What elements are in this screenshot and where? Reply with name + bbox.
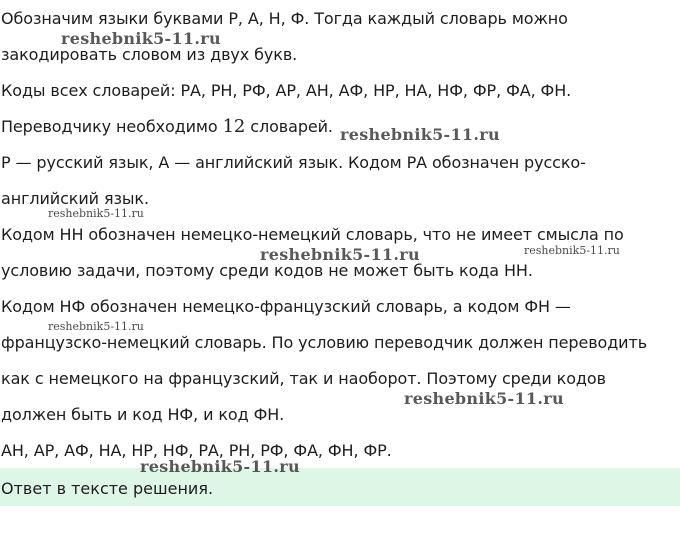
solution-line: английский язык.	[1, 189, 149, 208]
solution-line: должен быть и код НФ, и код ФН.	[1, 405, 285, 424]
solution-line: условию задачи, поэтому среди кодов не может быть кода НН.	[1, 261, 533, 280]
watermark: reshebnik5-11.ru	[404, 389, 564, 408]
solution-line: французско-немецкий словарь. По условию переводчик должен переводить	[1, 333, 648, 352]
watermark: reshebnik5-11.ru	[340, 125, 500, 144]
solution-text: Переводчику необходимо	[1, 117, 223, 136]
answer-text: Ответ в тексте решения.	[1, 479, 214, 498]
watermark: reshebnik5-11.ru	[48, 320, 144, 333]
watermark: reshebnik5-11.ru	[140, 457, 300, 476]
solution-line: Кодом НФ обозначен немецко-французский словарь, а кодом ФН —	[1, 297, 571, 316]
solution-line: Кодом НН обозначен немецко-немецкий словарь, что не имеет смысла по	[1, 225, 624, 244]
solution-line: как с немецкого на французский, так и наоборот. Поэтому среди кодов	[1, 369, 606, 388]
watermark: reshebnik5-11.ru	[48, 207, 144, 220]
solution-line	[1, 117, 333, 137]
watermark: reshebnik5-11.ru	[260, 245, 420, 264]
solution-line: закодировать словом из двух букв.	[1, 45, 298, 64]
watermark: reshebnik5-11.ru	[61, 29, 221, 48]
solution-text: словарей.	[245, 117, 333, 136]
dictionary-codes: Коды всех словарей: РА, РН, РФ, АР, АН, АФ, НР, НА, НФ, ФР, ФА, ФН.	[1, 81, 572, 100]
dictionary-count: 12	[222, 116, 246, 137]
final-code-list: АН, АР, АФ, НА, НР, НФ, РА, РН, РФ, ФА, ФН, ФР.	[1, 441, 392, 460]
solution-line: Обозначим языки буквами Р, А, Н, Ф. Тогда каждый словарь можно	[1, 9, 568, 28]
watermark: reshebnik5-11.ru	[524, 244, 620, 257]
solution-line: Р — русский язык, А — английский язык. Кодом РА обозначен русско-	[1, 153, 586, 172]
